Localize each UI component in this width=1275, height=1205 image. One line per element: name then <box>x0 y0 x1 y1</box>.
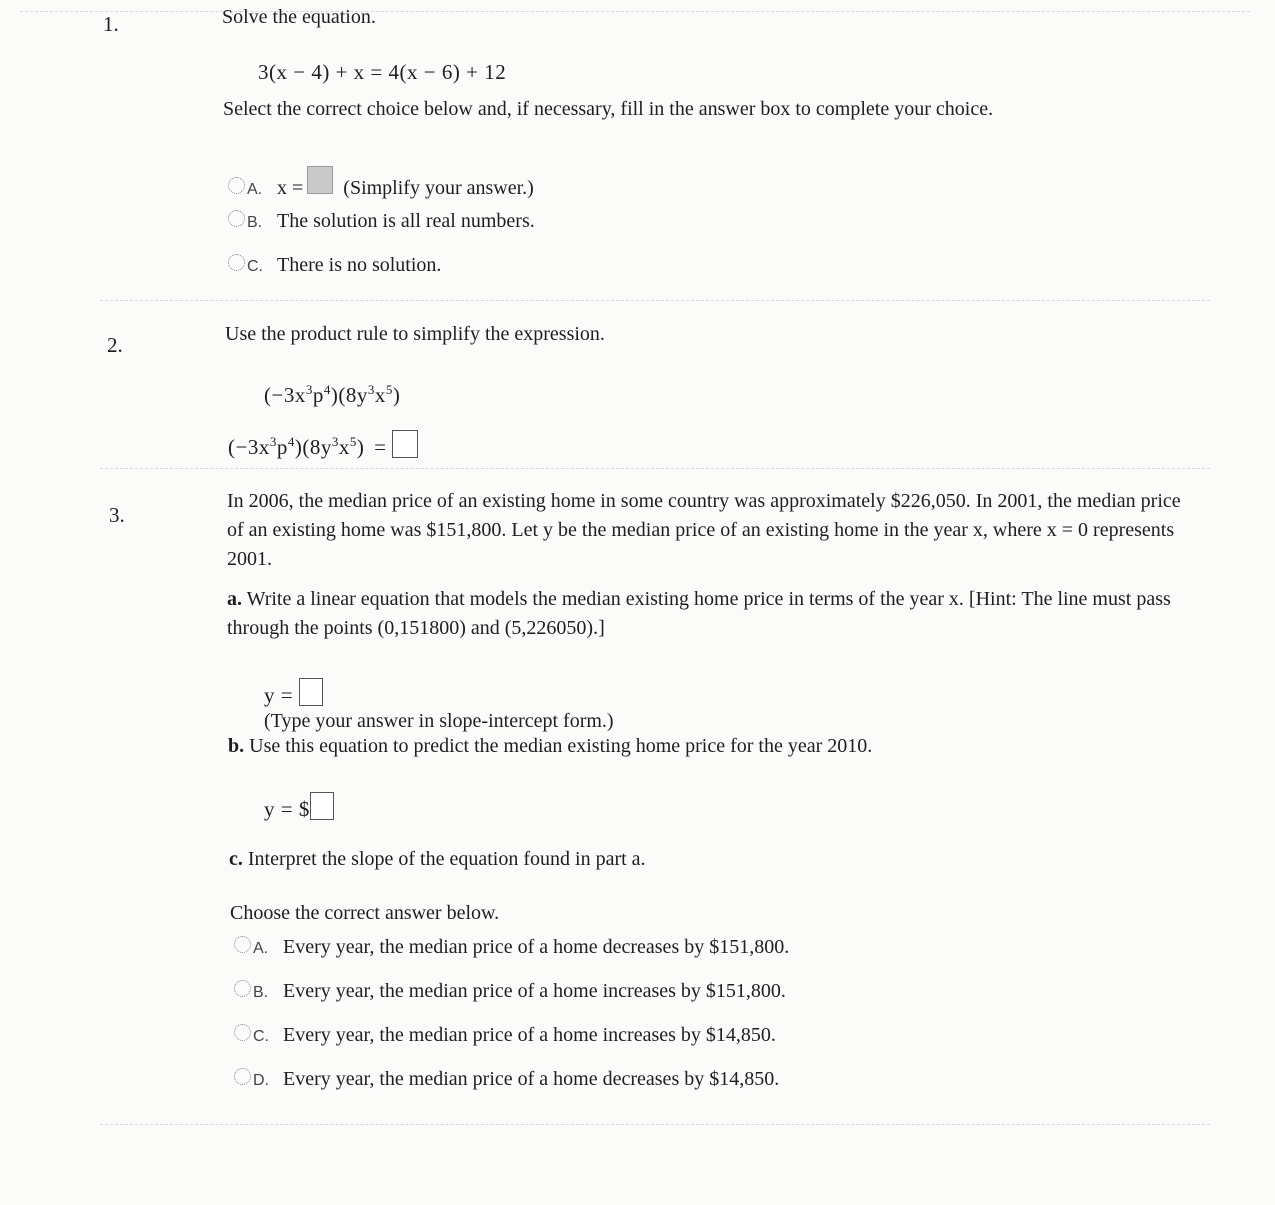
question-instruction: Use the product rule to simplify the expression. <box>225 323 605 345</box>
y-equation-a: y = <box>264 678 323 708</box>
choice-prefix: x = <box>277 177 304 199</box>
choice-letter: D. <box>253 1072 269 1089</box>
radio-button[interactable] <box>228 254 245 271</box>
radio-button[interactable] <box>234 936 251 953</box>
choice-text: The solution is all real numbers. <box>277 210 535 232</box>
radio-button[interactable] <box>234 1068 251 1085</box>
choice-d[interactable] <box>234 1068 779 1091</box>
choice-letter: C. <box>253 1028 269 1045</box>
choose-instruction: Choose the correct answer below. <box>230 902 500 924</box>
answer-box[interactable] <box>392 430 418 458</box>
y-equation-b: y = $ <box>264 792 334 822</box>
choice-letter: A. <box>247 181 263 198</box>
choice-text: Every year, the median price of a home increases by $14,850. <box>283 1024 776 1046</box>
part-text: Use this equation to predict the median existing home price for the year 2010. <box>249 735 873 757</box>
choice-letter: B. <box>247 214 263 231</box>
part-text: Interpret the slope of the equation found in part a. <box>247 848 646 870</box>
choice-text: Every year, the median price of a home increases by $151,800. <box>283 980 786 1002</box>
choice-b[interactable] <box>234 980 786 1003</box>
select-instruction: Select the correct choice below and, if necessary, fill in the answer box to complete your choice. <box>223 98 994 120</box>
choice-c[interactable] <box>234 1024 776 1047</box>
expression-answer-row: $(-3x^3p^4)(8y^3x^5)$ = <box>228 430 418 460</box>
question-instruction: Solve the equation. <box>222 6 376 28</box>
choice-letter: B. <box>253 984 269 1001</box>
choice-a[interactable] <box>228 166 534 200</box>
slope-note: (Type your answer in slope-intercept form.) <box>264 710 614 732</box>
equals-sign: = <box>374 435 387 459</box>
question-intro: In 2006, the median price of an existing home in some country was approximately $226,050. In 2001, the median price of an existing home was $151,800. Let y be the median price of an existing home in the year x, where x = 0 represents 2001. <box>227 490 1181 570</box>
radio-button[interactable] <box>228 177 245 194</box>
expression: $(-3x^3p^4)(8y^3x^5)$ <box>264 382 401 407</box>
choice-text: Every year, the median price of a home decreases by $14,850. <box>283 1068 780 1090</box>
choice-text: Every year, the median price of a home decreases by $151,800. <box>283 936 790 958</box>
part-label: b. <box>228 735 245 757</box>
choice-a[interactable] <box>234 936 789 959</box>
divider <box>100 300 1210 301</box>
choice-c[interactable] <box>228 254 441 277</box>
part-text: Write a linear equation that models the median existing home price in terms of the year x. [Hint: The line must pass through the points (0,151800) and (5,226050).] <box>227 588 1171 639</box>
question-number: 2. <box>107 333 123 357</box>
radio-button[interactable] <box>234 1024 251 1041</box>
divider <box>20 11 1250 12</box>
choice-letter: A. <box>253 940 269 957</box>
part-b <box>228 735 872 758</box>
radio-button[interactable] <box>234 980 251 997</box>
choice-text: (Simplify your answer.) <box>343 177 534 199</box>
part-a <box>227 585 1172 643</box>
choice-text: There is no solution. <box>277 254 442 276</box>
choice-b[interactable] <box>228 210 535 233</box>
question-number: 1. <box>103 12 119 36</box>
answer-box[interactable] <box>299 678 323 706</box>
part-c <box>229 848 646 871</box>
part-label: c. <box>229 848 243 870</box>
divider <box>100 1124 1210 1125</box>
divider <box>100 468 1210 469</box>
equation: 3(x − 4) + x = 4(x − 6) + 12 <box>258 60 507 84</box>
question-number: 3. <box>109 503 125 527</box>
radio-button[interactable] <box>228 210 245 227</box>
choice-letter: C. <box>247 258 263 275</box>
part-label: a. <box>227 588 242 610</box>
answer-box[interactable] <box>307 166 333 194</box>
answer-box[interactable] <box>310 792 334 820</box>
